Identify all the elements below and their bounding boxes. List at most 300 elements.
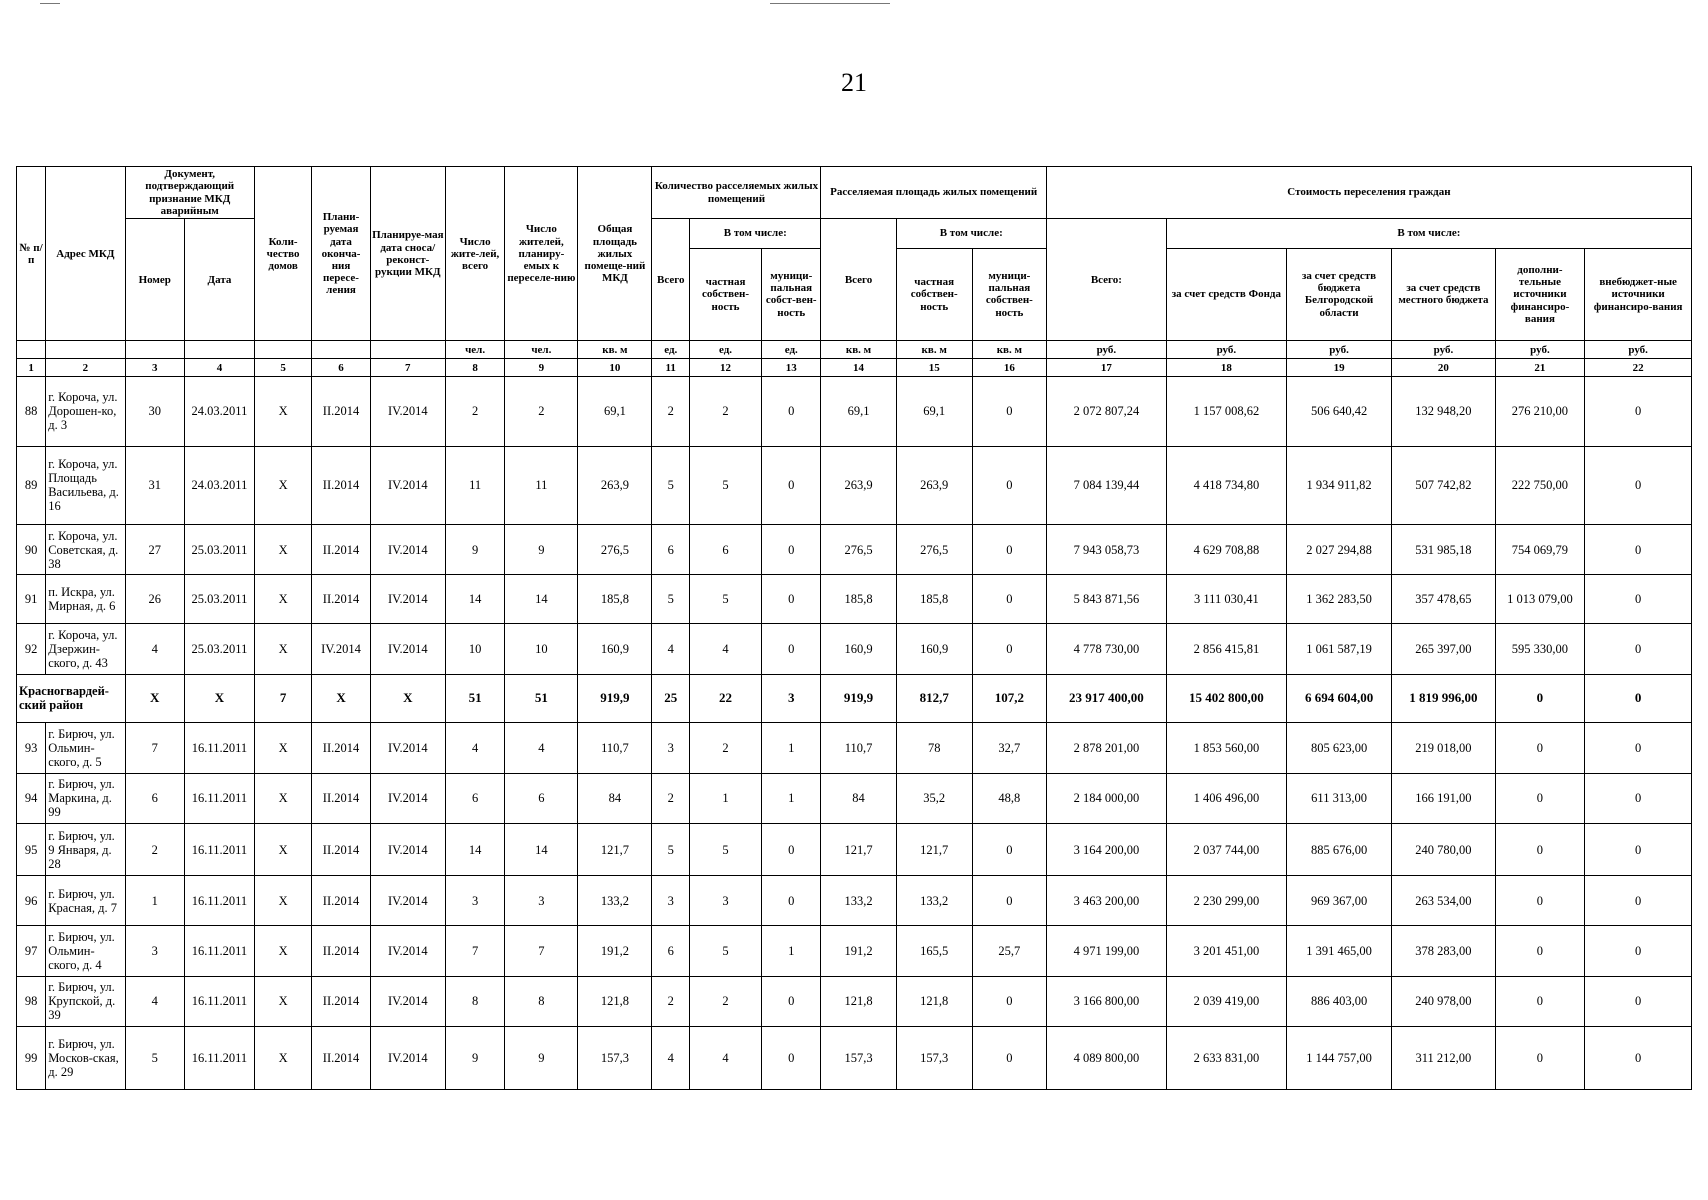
table-cell: 5 [690,824,762,876]
table-row [17,446,1692,524]
table-cell: 263,9 [896,446,972,524]
table-cell: 2 039 419,00 [1166,977,1286,1027]
table-cell: 7 [505,926,578,977]
header-cost-group: Стоимость переселения граждан [1046,167,1691,219]
table-cell: 5 [652,575,690,624]
table-cell: IV.2014 [370,824,445,876]
table-cell: 0 [1495,824,1585,876]
district-cell: 51 [445,674,504,723]
column-number: 9 [505,359,578,377]
table-cell: 3 164 200,00 [1046,824,1166,876]
table-cell: 69,1 [821,377,896,447]
table-cell: 0 [1585,575,1692,624]
table-cell: 276,5 [578,524,652,575]
table-cell: 4 971 199,00 [1046,926,1166,977]
table-cell: 121,8 [821,977,896,1027]
unit-cell: руб. [1286,341,1391,359]
table-cell: 0 [972,875,1046,926]
table-cell: 2 [445,377,504,447]
column-number: 20 [1392,359,1495,377]
table-cell: 165,5 [896,926,972,977]
table-cell: 378 283,00 [1392,926,1495,977]
district-cell: X [184,674,254,723]
table-cell: 11 [505,446,578,524]
table-cell: 969 367,00 [1286,875,1391,926]
address-cell: г. Бирюч, ул. Крупской, д. 39 [46,977,125,1027]
table-cell: II.2014 [312,824,370,876]
table-cell: 2 [690,977,762,1027]
table-cell: 16.11.2011 [184,773,254,824]
unit-cell: руб. [1166,341,1286,359]
table-cell: 14 [445,575,504,624]
header-row [17,167,1692,219]
row-number: 97 [17,926,46,977]
table-cell: X [254,773,311,824]
address-cell: г. Короча, ул. Площадь Васильева, д. 16 [46,446,125,524]
table-cell: 9 [445,1026,504,1089]
table-cell: X [254,926,311,977]
table-cell: 84 [578,773,652,824]
table-cell: 133,2 [821,875,896,926]
table-cell: 2 [652,977,690,1027]
table-cell: 185,8 [896,575,972,624]
table-cell: 5 [652,446,690,524]
table-cell: 185,8 [821,575,896,624]
table-cell: 10 [505,623,578,674]
table-cell: 121,8 [578,977,652,1027]
table-cell: 595 330,00 [1495,623,1585,674]
table-cell: 5 [690,575,762,624]
table-cell: 2 [505,377,578,447]
header-area-group: Расселяемая площадь жилых помещений [821,167,1046,219]
table-cell: 276,5 [821,524,896,575]
table-cell: 110,7 [578,723,652,774]
table-cell: 121,7 [896,824,972,876]
table-cell: 3 463 200,00 [1046,875,1166,926]
table-cell: 78 [896,723,972,774]
table-cell: 0 [1585,773,1692,824]
column-number: 10 [578,359,652,377]
header-area-municipal: муници-пальная собствен-ность [972,248,1046,341]
table-cell: 16.11.2011 [184,824,254,876]
column-number: 7 [370,359,445,377]
column-number: 18 [1166,359,1286,377]
header-area-total: Всего [821,219,896,341]
district-cell: 1 819 996,00 [1392,674,1495,723]
table-cell: 4 [445,723,504,774]
column-number: 15 [896,359,972,377]
table-cell: II.2014 [312,575,370,624]
table-row [17,977,1692,1027]
table-cell: 160,9 [896,623,972,674]
table-cell: 1 144 757,00 [1286,1026,1391,1089]
table-cell: 2 [652,773,690,824]
table-cell: 7 084 139,44 [1046,446,1166,524]
table-cell: 8 [505,977,578,1027]
table-cell: 754 069,79 [1495,524,1585,575]
table-cell: 1 934 911,82 [1286,446,1391,524]
district-cell: 7 [254,674,311,723]
table-cell: II.2014 [312,524,370,575]
table-cell: 6 [505,773,578,824]
table-cell: 25.03.2011 [184,575,254,624]
table-cell: X [254,524,311,575]
row-number: 89 [17,446,46,524]
district-cell: X [312,674,370,723]
table-cell: 31 [125,446,184,524]
address-cell: г. Бирюч, ул. 9 Января, д. 28 [46,824,125,876]
address-cell: г. Бирюч, ул. Красная, д. 7 [46,875,125,926]
table-cell: X [254,575,311,624]
table-cell: 3 111 030,41 [1166,575,1286,624]
table-cell: 4 [125,977,184,1027]
table-cell: 69,1 [578,377,652,447]
table-cell: 0 [1585,875,1692,926]
row-number: 96 [17,875,46,926]
column-number: 14 [821,359,896,377]
table-cell: 14 [445,824,504,876]
table-cell: 27 [125,524,184,575]
unit-cell: руб. [1585,341,1692,359]
table-row [17,1026,1692,1089]
table-cell: 4 [125,623,184,674]
district-cell: X [125,674,184,723]
table-cell: 0 [1495,773,1585,824]
table-cell: 263 534,00 [1392,875,1495,926]
unit-cell: чел. [445,341,504,359]
table-cell: 2 878 201,00 [1046,723,1166,774]
header-count-municipal: муници-пальная собст-вен-ность [762,248,821,341]
table-cell: 0 [972,446,1046,524]
table-cell: 1 391 465,00 [1286,926,1391,977]
table-cell: 3 [505,875,578,926]
table-cell: 2 230 299,00 [1166,875,1286,926]
column-number: 17 [1046,359,1166,377]
table-row [17,824,1692,876]
table-cell: 222 750,00 [1495,446,1585,524]
table-cell: 157,3 [578,1026,652,1089]
address-cell: г. Бирюч, ул. Ольмин-ского, д. 4 [46,926,125,977]
column-number: 21 [1495,359,1585,377]
header-area-private: частная собствен-ность [896,248,972,341]
table-cell: 84 [821,773,896,824]
unit-cell: чел. [505,341,578,359]
table-cell: 0 [1495,1026,1585,1089]
units-empty [254,341,311,359]
header-extrabudget: внебюджет-ные источники финансиро-вания [1585,248,1692,341]
table-cell: 2 633 831,00 [1166,1026,1286,1089]
header-document: Документ, подтверждающий признание МКД аварийным [125,167,254,219]
unit-cell: ед. [690,341,762,359]
table-cell: 1 [762,723,821,774]
table-cell: 0 [1585,977,1692,1027]
address-cell: г. Короча, ул. Дзержин-ского, д. 43 [46,623,125,674]
table-cell: 157,3 [896,1026,972,1089]
district-cell: 3 [762,674,821,723]
table-cell: 5 [690,926,762,977]
table-cell: 16.11.2011 [184,1026,254,1089]
table-row [17,524,1692,575]
table-cell: IV.2014 [370,977,445,1027]
unit-cell: руб. [1392,341,1495,359]
table-cell: 5 843 871,56 [1046,575,1166,624]
table-cell: 0 [972,977,1046,1027]
header-cost-total: Всего: [1046,219,1166,341]
table-cell: 1 853 560,00 [1166,723,1286,774]
table-cell: 3 [652,875,690,926]
table-cell: II.2014 [312,926,370,977]
table-cell: 16.11.2011 [184,723,254,774]
table-cell: 133,2 [578,875,652,926]
table-cell: 25,7 [972,926,1046,977]
table-cell: X [254,446,311,524]
table-cell: 240 978,00 [1392,977,1495,1027]
table-cell: 0 [1495,723,1585,774]
column-number: 22 [1585,359,1692,377]
table-cell: 2 027 294,88 [1286,524,1391,575]
column-number: 13 [762,359,821,377]
table-cell: 133,2 [896,875,972,926]
table-cell: 24.03.2011 [184,377,254,447]
table-cell: 160,9 [578,623,652,674]
table-cell: 7 [445,926,504,977]
table-cell: IV.2014 [312,623,370,674]
header-total-area: Общая площадь жилых помеще-ний МКД [578,167,652,341]
district-name: Красногвардей-ский район [17,674,126,723]
address-cell: г. Короча, ул. Дорошен-ко, д. 3 [46,377,125,447]
table-cell: 611 313,00 [1286,773,1391,824]
table-cell: 4 418 734,80 [1166,446,1286,524]
table-cell: 0 [1585,926,1692,977]
table-cell: IV.2014 [370,623,445,674]
table-cell: 0 [1585,824,1692,876]
table-cell: 4 [652,1026,690,1089]
table-cell: IV.2014 [370,773,445,824]
table-cell: 3 [690,875,762,926]
table-row [17,575,1692,624]
district-cell: 6 694 604,00 [1286,674,1391,723]
table-cell: X [254,977,311,1027]
table-cell: II.2014 [312,773,370,824]
table-cell: 0 [762,824,821,876]
table-cell: 2 [690,377,762,447]
address-cell: п. Искра, ул. Мирная, д. 6 [46,575,125,624]
table-cell: 0 [762,575,821,624]
table-cell: IV.2014 [370,875,445,926]
table-cell: 25.03.2011 [184,524,254,575]
table-cell: 166 191,00 [1392,773,1495,824]
table-cell: II.2014 [312,446,370,524]
row-number: 95 [17,824,46,876]
table-cell: 0 [762,875,821,926]
district-cell: 22 [690,674,762,723]
column-number: 4 [184,359,254,377]
table-row [17,875,1692,926]
units-empty [370,341,445,359]
table-cell: 69,1 [896,377,972,447]
table-cell: 4 089 800,00 [1046,1026,1166,1089]
header-houses: Коли-чество домов [254,167,311,341]
table-cell: 4 778 730,00 [1046,623,1166,674]
table-cell: 0 [1585,377,1692,447]
table-cell: IV.2014 [370,926,445,977]
table-cell: 9 [505,524,578,575]
table-cell: 4 629 708,88 [1166,524,1286,575]
table-cell: 4 [652,623,690,674]
table-cell: IV.2014 [370,446,445,524]
table-cell: 185,8 [578,575,652,624]
district-cell: 15 402 800,00 [1166,674,1286,723]
header-count-group: Количество расселяемых жилых помещений [652,167,821,219]
header-residents-total: Число жите-лей, всего [445,167,504,341]
units-empty [46,341,125,359]
row-number: 88 [17,377,46,447]
table-cell: 805 623,00 [1286,723,1391,774]
table-cell: 0 [972,623,1046,674]
header-planned-end: Плани-руемая дата оконча-ния пересе-ления [312,167,370,341]
column-number: 8 [445,359,504,377]
table-cell: 507 742,82 [1392,446,1495,524]
unit-cell: ед. [652,341,690,359]
table-cell: 1 [690,773,762,824]
scan-mark [770,3,890,4]
units-empty [17,341,46,359]
table-cell: 0 [762,377,821,447]
table-cell: 3 [125,926,184,977]
header-count-private: частная собствен-ность [690,248,762,341]
table-cell: 0 [1585,623,1692,674]
table-row [17,773,1692,824]
unit-cell: ед. [762,341,821,359]
row-number: 92 [17,623,46,674]
table-cell: 2 037 744,00 [1166,824,1286,876]
table-cell: 0 [1585,524,1692,575]
table-cell: X [254,824,311,876]
table-cell: 0 [1495,875,1585,926]
table-cell: 7 943 058,73 [1046,524,1166,575]
header-doc-number: Номер [125,219,184,341]
table-cell: 2 [125,824,184,876]
table-cell: 160,9 [821,623,896,674]
table-cell: X [254,875,311,926]
table-cell: 4 [690,623,762,674]
address-cell: г. Бирюч, ул. Ольмин-ского, д. 5 [46,723,125,774]
district-cell: 919,9 [821,674,896,723]
district-cell: 919,9 [578,674,652,723]
table-cell: 219 018,00 [1392,723,1495,774]
table-row [17,926,1692,977]
table-cell: 26 [125,575,184,624]
table-cell: 1 061 587,19 [1286,623,1391,674]
district-cell: 0 [1495,674,1585,723]
district-cell: X [370,674,445,723]
table-cell: 5 [652,824,690,876]
row-number: 93 [17,723,46,774]
unit-cell: руб. [1495,341,1585,359]
table-cell: 191,2 [821,926,896,977]
table-cell: 3 [652,723,690,774]
table-cell: 0 [1585,1026,1692,1089]
header-local: за счет средств местного бюджета [1392,248,1495,341]
table-cell: 9 [505,1026,578,1089]
row-number: 98 [17,977,46,1027]
table-cell: 1 [762,773,821,824]
table-cell: 30 [125,377,184,447]
table-cell: 4 [690,1026,762,1089]
row-number: 91 [17,575,46,624]
header-residents-planned: Число жителей, планиру-емых к переселе-нию [505,167,578,341]
table-cell: 0 [1585,446,1692,524]
district-cell: 0 [1585,674,1692,723]
table-cell: II.2014 [312,875,370,926]
table-cell: 9 [445,524,504,575]
resettlement-table [16,166,1692,1090]
table-cell: 121,8 [896,977,972,1027]
column-number: 11 [652,359,690,377]
column-number: 3 [125,359,184,377]
table-cell: IV.2014 [370,1026,445,1089]
table-row [17,377,1692,447]
table-cell: 121,7 [578,824,652,876]
table-cell: 1 362 283,50 [1286,575,1391,624]
table-cell: 11 [445,446,504,524]
column-number: 12 [690,359,762,377]
table-cell: 0 [762,446,821,524]
district-cell: 107,2 [972,674,1046,723]
table-row [17,723,1692,774]
table-cell: 110,7 [821,723,896,774]
district-cell: 812,7 [896,674,972,723]
page-number: 21 [841,68,867,97]
table-cell: 0 [1585,723,1692,774]
table-cell: 6 [652,524,690,575]
column-number: 16 [972,359,1046,377]
table-cell: IV.2014 [370,377,445,447]
table-cell: 5 [690,446,762,524]
column-number: 2 [46,359,125,377]
table-cell: 2 [652,377,690,447]
table-cell: 32,7 [972,723,1046,774]
column-number: 6 [312,359,370,377]
header-regional: за счет средств бюджета Белгородской области [1286,248,1391,341]
table-cell: 1 [762,926,821,977]
table-cell: 0 [762,623,821,674]
table-cell: 16.11.2011 [184,977,254,1027]
table-cell: II.2014 [312,723,370,774]
unit-cell: руб. [1046,341,1166,359]
address-cell: г. Короча, ул. Советская, д. 38 [46,524,125,575]
unit-cell: кв. м [821,341,896,359]
table-cell: II.2014 [312,377,370,447]
table-cell: 35,2 [896,773,972,824]
address-cell: г. Бирюч, ул. Москов-ская, д. 29 [46,1026,125,1089]
table-cell: 0 [972,377,1046,447]
table-cell: 2 184 000,00 [1046,773,1166,824]
header-doc-date: Дата [184,219,254,341]
table-cell: 4 [505,723,578,774]
table-cell: 191,2 [578,926,652,977]
table-cell: 6 [652,926,690,977]
table-cell: 16.11.2011 [184,875,254,926]
column-number-row [17,359,1692,377]
row-number: 99 [17,1026,46,1089]
header-fund: за счет средств Фонда [1166,248,1286,341]
table-cell: 10 [445,623,504,674]
table-cell: 24.03.2011 [184,446,254,524]
table-cell: X [254,723,311,774]
district-row [17,674,1692,723]
table-cell: 265 397,00 [1392,623,1495,674]
